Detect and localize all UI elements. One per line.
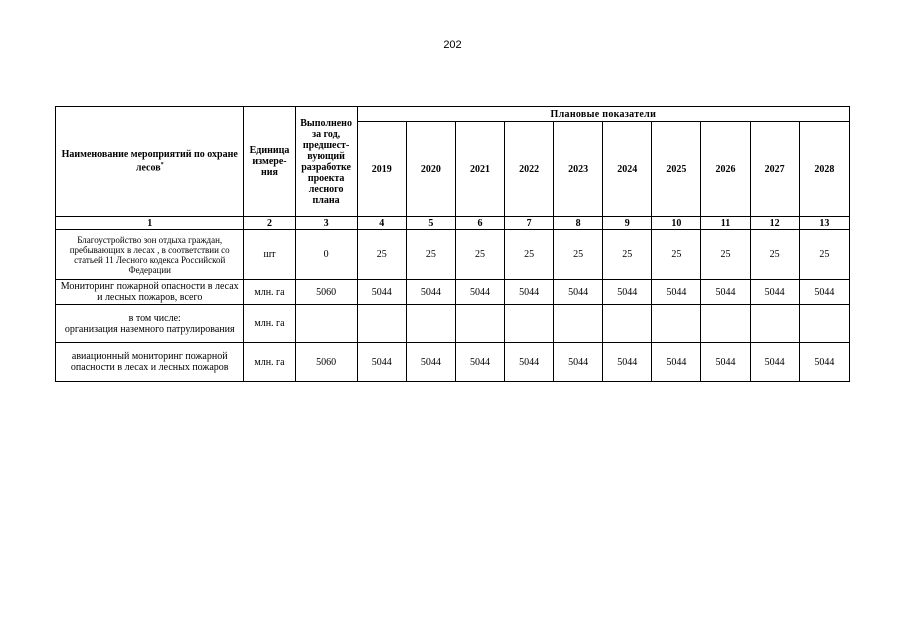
row-done-value xyxy=(295,305,357,343)
forest-protection-table xyxy=(55,106,850,382)
column-number: 10 xyxy=(652,217,701,230)
row-done-value: 5060 xyxy=(295,343,357,382)
row-plan-value: 5044 xyxy=(505,343,554,382)
row-plan-value: 25 xyxy=(652,230,701,280)
column-number: 11 xyxy=(701,217,750,230)
row-plan-value xyxy=(406,305,455,343)
row-plan-value: 5044 xyxy=(357,343,406,382)
column-number: 13 xyxy=(799,217,849,230)
table-row xyxy=(56,343,850,382)
row-plan-value: 5044 xyxy=(505,280,554,305)
row-unit: шт xyxy=(244,230,295,280)
row-plan-value: 25 xyxy=(603,230,652,280)
header-unit: Единица измере-ния xyxy=(244,107,295,217)
row-plan-value: 5044 xyxy=(406,343,455,382)
header-year: 2028 xyxy=(799,122,849,217)
row-plan-value: 5044 xyxy=(799,280,849,305)
row-plan-value: 5044 xyxy=(750,343,799,382)
row-done-value: 0 xyxy=(295,230,357,280)
row-plan-value: 5044 xyxy=(455,343,504,382)
table-row xyxy=(56,305,850,343)
row-plan-value: 5044 xyxy=(455,280,504,305)
column-number: 8 xyxy=(554,217,603,230)
row-unit: млн. га xyxy=(244,305,295,343)
header-year: 2023 xyxy=(554,122,603,217)
row-plan-value: 5044 xyxy=(652,280,701,305)
row-unit: млн. га xyxy=(244,280,295,305)
column-number: 6 xyxy=(455,217,504,230)
row-plan-value xyxy=(554,305,603,343)
header-activity-name xyxy=(56,107,244,217)
column-number: 2 xyxy=(244,217,295,230)
row-plan-value: 5044 xyxy=(652,343,701,382)
row-plan-value: 25 xyxy=(750,230,799,280)
header-planned-indicators: Плановые показатели xyxy=(357,107,849,122)
table-row xyxy=(56,280,850,305)
row-plan-value xyxy=(799,305,849,343)
row-plan-value xyxy=(603,305,652,343)
row-plan-value: 25 xyxy=(701,230,750,280)
row-plan-value: 25 xyxy=(799,230,849,280)
row-plan-value: 25 xyxy=(455,230,504,280)
row-plan-value: 5044 xyxy=(406,280,455,305)
row-activity-name xyxy=(56,305,244,343)
row-plan-value: 5044 xyxy=(701,343,750,382)
row-plan-value xyxy=(505,305,554,343)
header-year: 2019 xyxy=(357,122,406,217)
row-plan-value: 5044 xyxy=(554,280,603,305)
header-year: 2024 xyxy=(603,122,652,217)
row-plan-value: 25 xyxy=(505,230,554,280)
column-number: 5 xyxy=(406,217,455,230)
row-plan-value: 5044 xyxy=(701,280,750,305)
row-plan-value: 5044 xyxy=(603,343,652,382)
row-activity-text: организация наземного патрулирования xyxy=(64,323,235,335)
row-plan-value: 5044 xyxy=(750,280,799,305)
column-number: 3 xyxy=(295,217,357,230)
header-done-previous-year: Выполнено за год, предшест-вующий разработке проекта лесного плана xyxy=(295,107,357,217)
row-plan-value xyxy=(455,305,504,343)
header-year: 2027 xyxy=(750,122,799,217)
row-plan-value: 25 xyxy=(554,230,603,280)
row-plan-value: 5044 xyxy=(357,280,406,305)
row-done-value: 5060 xyxy=(295,280,357,305)
header-year: 2026 xyxy=(701,122,750,217)
row-plan-value xyxy=(750,305,799,343)
column-number: 12 xyxy=(750,217,799,230)
page-number: 202 xyxy=(443,39,462,51)
row-plan-value: 5044 xyxy=(554,343,603,382)
row-plan-value xyxy=(652,305,701,343)
header-year: 2025 xyxy=(652,122,701,217)
row-plan-value xyxy=(701,305,750,343)
row-activity-name: Благоустройство зон отдыха граждан, пребывающих в лесах , в соответствии со статьей 11 Лесного кодекса Российской Федерации xyxy=(56,230,244,280)
row-activity-name: Мониторинг пожарной опасности в лесах и лесных пожаров, всего xyxy=(56,280,244,305)
column-number: 7 xyxy=(505,217,554,230)
column-number: 9 xyxy=(603,217,652,230)
row-plan-value xyxy=(357,305,406,343)
row-plan-value: 25 xyxy=(406,230,455,280)
row-subheading: в том числе: xyxy=(128,312,181,324)
row-plan-value: 5044 xyxy=(603,280,652,305)
header-year: 2022 xyxy=(505,122,554,217)
row-plan-value: 25 xyxy=(357,230,406,280)
row-activity-name: авиационный мониторинг пожарной опасности в лесах и лесных пожаров xyxy=(56,343,244,382)
row-unit: млн. га xyxy=(244,343,295,382)
column-number: 4 xyxy=(357,217,406,230)
header-year: 2020 xyxy=(406,122,455,217)
row-plan-value: 5044 xyxy=(799,343,849,382)
header-footnote-mark: * xyxy=(160,162,164,169)
header-activity-name-text: Наименование мероприятий по охране лесов xyxy=(61,149,238,174)
table-row xyxy=(56,230,850,280)
column-number-row xyxy=(56,217,850,230)
column-number: 1 xyxy=(56,217,244,230)
header-year: 2021 xyxy=(455,122,504,217)
